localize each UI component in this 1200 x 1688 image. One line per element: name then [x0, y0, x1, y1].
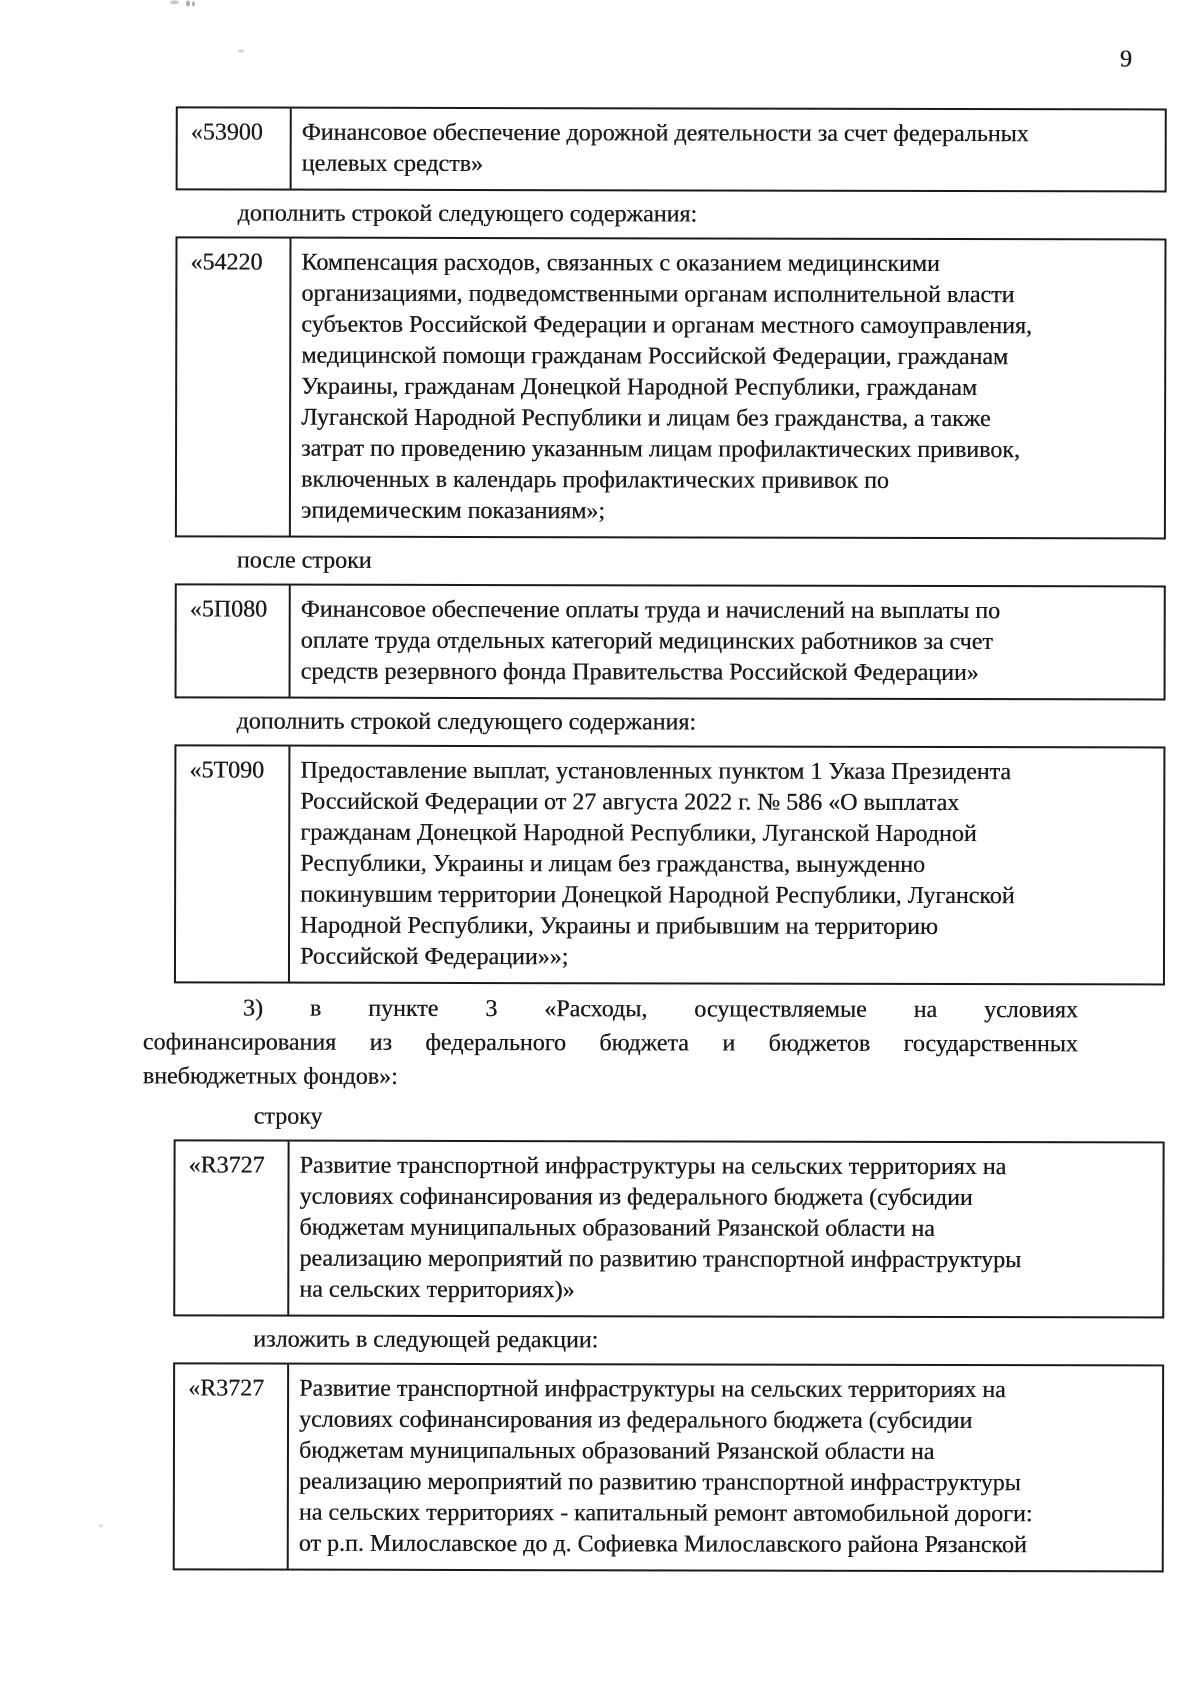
amendment-table-R3727-old	[173, 1139, 1164, 1318]
code-cell: «54220	[177, 238, 292, 535]
code-cell: «5Т090	[176, 746, 290, 981]
amendment-table-54220	[175, 236, 1167, 539]
amendment-table-R3727-new	[173, 1362, 1164, 1572]
text-cell: Финансовое обеспечение оплаты труда и начислений на выплаты по оплате труда отдельных категорий медицинских работников за счет средств резервного фонда Правительства Российской Федерации»	[300, 596, 1001, 687]
scan-artifact	[170, 0, 179, 4]
text-cell: Компенсация расходов, связанных с оказанием медицинскими организациями, подведомственными органам исполнительной власти субъектов Российской Федерации и органам местного самоуправления, медицинской помощи гражданам Российской Федерации, гражданам Украины, гражданам Донецкой Народной Республики, гражданам Луганской Народной Республики и лицам без гражданства, а также затрат по проведению указанным лицам профилактических прививок, включенных в календарь профилактических прививок по эпидемическим показаниям»;	[300, 249, 1032, 525]
code-cell: «53900	[178, 108, 292, 188]
scan-artifact	[238, 49, 244, 52]
label-after-row: после строки	[236, 547, 372, 574]
text-cell: Предоставление выплат, установленных пунктом 1 Указа Президента Российской Федерации от 27 августа 2022 г. № 586 «О выплатах гражданам Донецкой Народной Республики, Луганской Народной Республики, Украины и лицам без гражданства, вынужденно покинувшим территории Донецкой Народной Республики, Луганской Народной Республики, Украины и прибывшим на территорию Российской Федерации»»;	[299, 757, 1015, 971]
paragraph-line: внебюджетных фондов»:	[142, 1063, 398, 1090]
amendment-table-5P080	[175, 583, 1166, 700]
document-body	[142, 106, 1167, 1580]
paragraph-point-3	[143, 991, 1078, 1095]
code-cell: «R3727	[175, 1364, 289, 1568]
text-cell: Финансовое обеспечение дорожной деятельности за счет федеральных целевых средств»	[301, 119, 1029, 178]
scan-artifact	[186, 0, 190, 6]
paragraph-line: софинансирования из федерального бюджета и бюджетов государственных	[142, 1029, 1078, 1058]
label-add-row-2: дополнить строкой следующего содержания:	[236, 708, 697, 736]
amendment-table-5T090	[174, 744, 1165, 985]
label-add-row-1: дополнить строкой следующего содержания:	[237, 200, 698, 228]
page-number: 9	[1119, 46, 1132, 73]
paragraph-line: 3) в пункте 3 «Расходы, осуществляемые на условиях	[242, 995, 1078, 1024]
code-cell: «R3727	[175, 1141, 289, 1314]
label-row: строку	[253, 1103, 323, 1130]
text-cell: Развитие транспортной инфраструктуры на сельских территориях на условиях софинансирования из федерального бюджета (субсидии бюджетам муниципальных образований Рязанской области на реализацию мероприятий по развитию транспортной инфраструктуры на сельских территориях)»	[299, 1152, 1022, 1304]
scan-artifact	[99, 1524, 103, 1527]
amendment-table-53900	[176, 106, 1167, 192]
scan-artifact	[192, 1, 195, 6]
code-cell: «5П080	[177, 585, 291, 696]
text-cell: Развитие транспортной инфраструктуры на сельских территориях на условиях софинансирования из федерального бюджета (субсидии бюджетам муниципальных образований Рязанской области на реализацию мероприятий по развитию транспортной инфраструктуры на сельских территориях - капитальный ремонт автомобильной дороги: от р.п. Милославское до д. Софиевка Милославского района Рязанской	[298, 1375, 1033, 1559]
label-restate: изложить в следующей редакции:	[253, 1326, 599, 1354]
